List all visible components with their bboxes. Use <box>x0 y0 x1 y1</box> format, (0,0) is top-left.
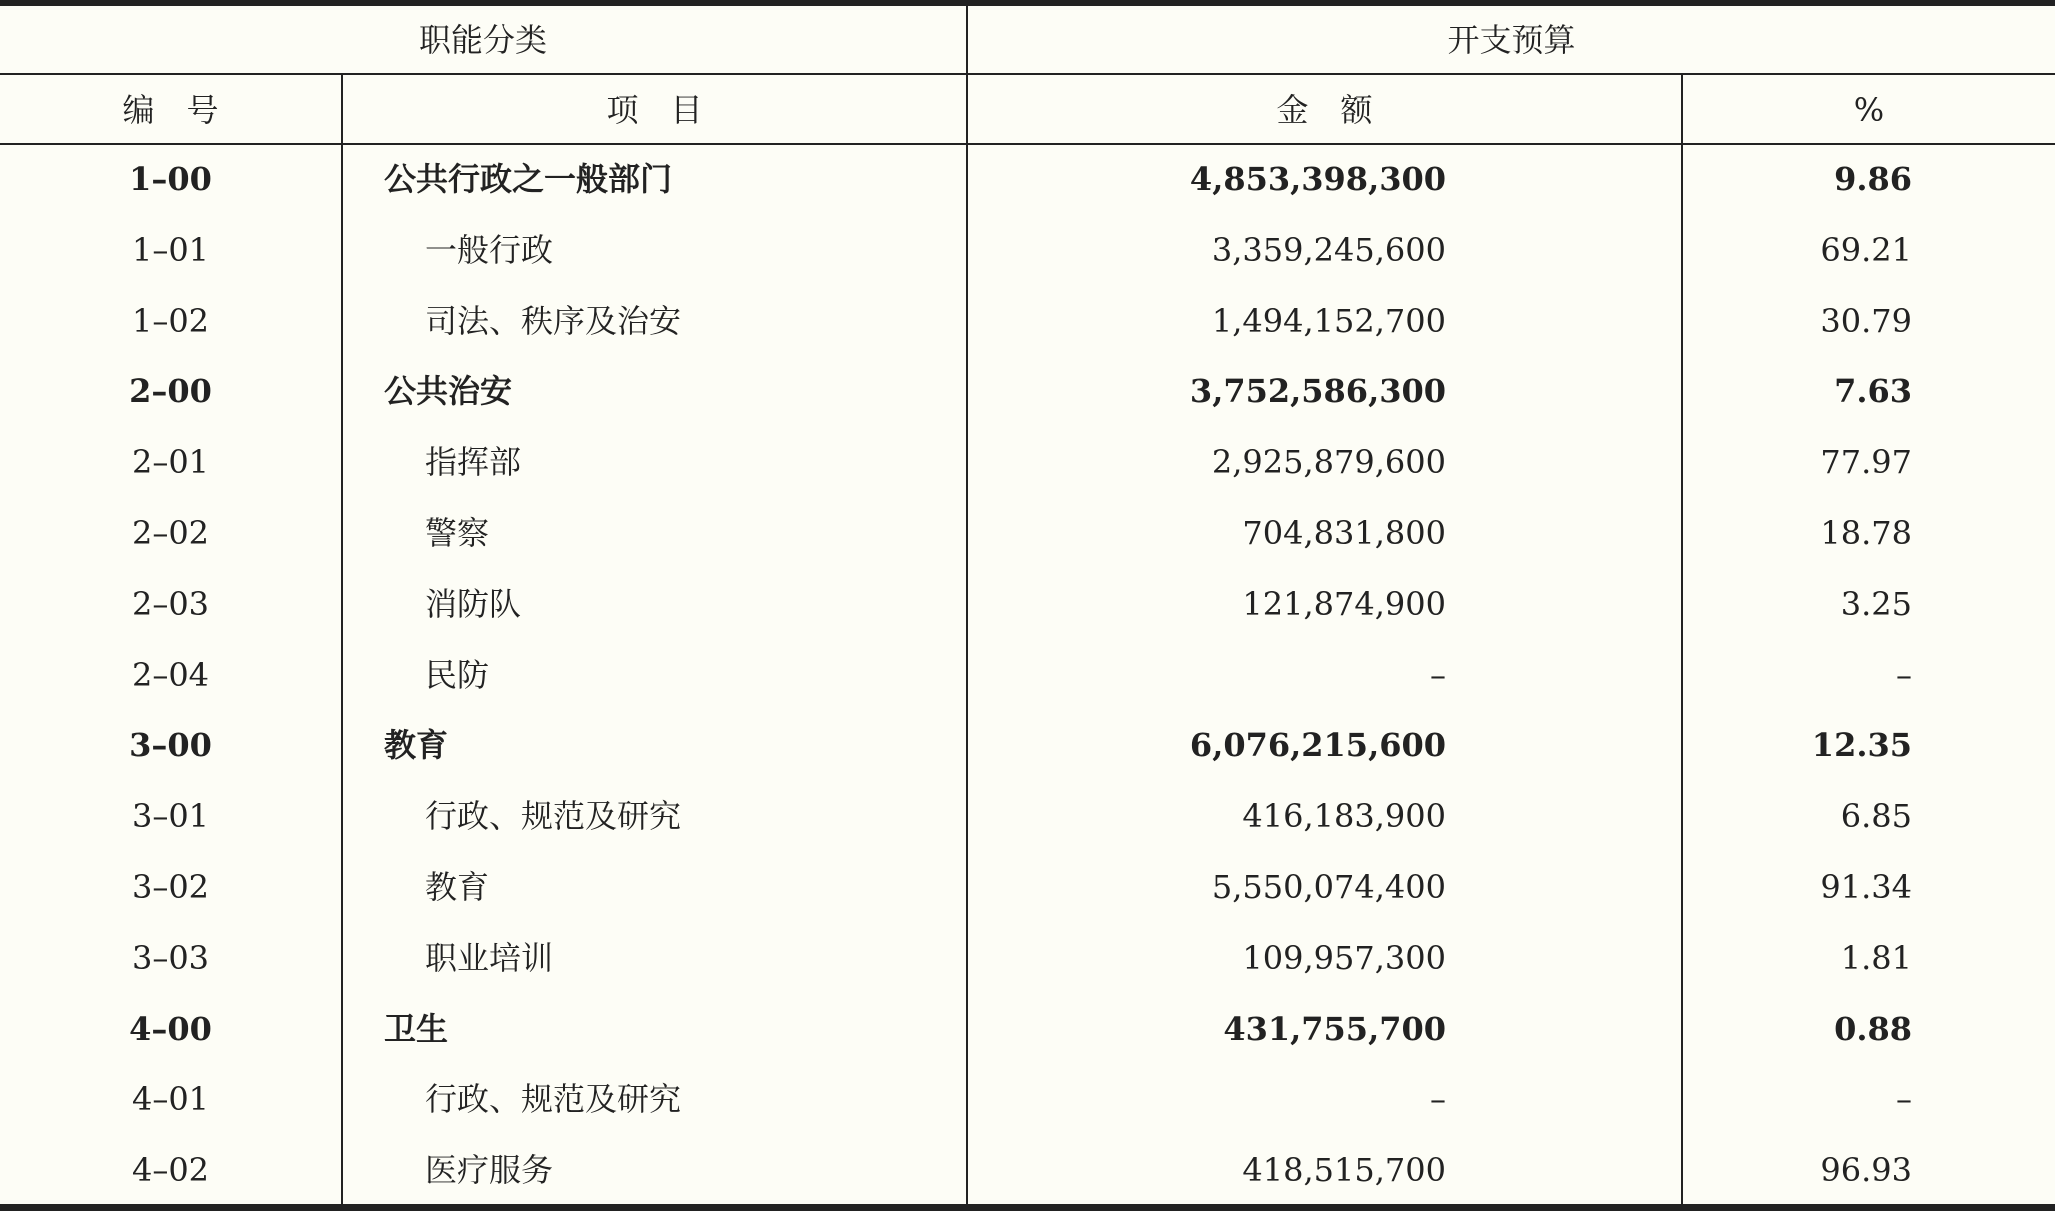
row-item: 教育 <box>425 868 490 906</box>
row-percent: 3.25 <box>1840 585 1912 623</box>
row-code: 4–00 <box>129 1010 212 1048</box>
top-rule <box>0 0 2055 6</box>
row-amount: 2,925,879,600 <box>1211 443 1446 481</box>
row-code: 1–02 <box>131 302 210 340</box>
row-code: 3–03 <box>131 939 210 977</box>
row-percent: 9.86 <box>1834 160 1912 198</box>
row-amount: 3,752,586,300 <box>1189 372 1446 410</box>
row-amount: 121,874,900 <box>1242 585 1446 623</box>
row-item: 教育 <box>384 726 449 764</box>
row-code: 2–01 <box>131 443 210 481</box>
row-percent: 12.35 <box>1811 726 1912 764</box>
row-item: 消防队 <box>425 585 522 623</box>
row-amount: 5,550,074,400 <box>1211 868 1446 906</box>
row-item: 卫生 <box>384 1010 449 1048</box>
row-amount: 431,755,700 <box>1223 1010 1446 1048</box>
row-item: 司法、秩序及治安 <box>425 302 682 340</box>
row-item: 指挥部 <box>425 443 522 481</box>
divider-code-item <box>341 75 343 1204</box>
row-amount: – <box>1430 1080 1446 1118</box>
row-amount: 6,076,215,600 <box>1189 726 1446 764</box>
expenditure-budget-header: 开支预算 <box>1447 21 1576 59</box>
row-item: 职业培训 <box>425 939 554 977</box>
row-code: 2–03 <box>131 585 210 623</box>
item-column-header: 项 目 <box>606 91 703 129</box>
row-code: 2–04 <box>131 656 210 694</box>
percent-column-header: % <box>1853 91 1885 129</box>
row-code: 4–01 <box>131 1080 210 1118</box>
row-amount: 109,957,300 <box>1242 939 1446 977</box>
code-column-header: 编 号 <box>122 91 219 129</box>
row-code: 3–01 <box>131 797 210 835</box>
row-percent: 91.34 <box>1820 868 1912 906</box>
row-amount: 4,853,398,300 <box>1189 160 1446 198</box>
row-percent: 0.88 <box>1834 1010 1912 1048</box>
row-amount: – <box>1430 656 1446 694</box>
row-percent: 18.78 <box>1820 514 1912 552</box>
group-header-rule <box>0 73 2055 75</box>
row-code: 1–00 <box>129 160 212 198</box>
row-amount: 704,831,800 <box>1242 514 1446 552</box>
row-percent: 30.79 <box>1820 302 1912 340</box>
row-item: 公共行政之一般部门 <box>384 160 673 198</box>
row-item: 公共治安 <box>384 372 513 410</box>
row-code: 1–01 <box>131 231 210 269</box>
row-item: 民防 <box>425 656 490 694</box>
bottom-rule <box>0 1204 2055 1211</box>
row-amount: 418,515,700 <box>1242 1151 1446 1189</box>
row-amount: 3,359,245,600 <box>1211 231 1446 269</box>
functional-classification-header: 职能分类 <box>418 21 547 59</box>
row-code: 4–02 <box>131 1151 210 1189</box>
row-item: 行政、规范及研究 <box>425 1080 682 1118</box>
row-item: 警察 <box>425 514 490 552</box>
column-header-rule <box>0 143 2055 145</box>
row-item: 行政、规范及研究 <box>425 797 682 835</box>
row-percent: 96.93 <box>1820 1151 1912 1189</box>
row-code: 2–00 <box>129 372 212 410</box>
row-percent: 1.81 <box>1840 939 1912 977</box>
row-percent: 7.63 <box>1834 372 1912 410</box>
row-percent: 69.21 <box>1820 231 1912 269</box>
row-percent: – <box>1896 656 1912 694</box>
row-percent: – <box>1896 1080 1912 1118</box>
row-amount: 416,183,900 <box>1242 797 1446 835</box>
row-item: 一般行政 <box>425 231 554 269</box>
row-item: 医疗服务 <box>425 1151 554 1189</box>
amount-column-header: 金 额 <box>1276 91 1373 129</box>
row-code: 2–02 <box>131 514 210 552</box>
row-code: 3–00 <box>129 726 212 764</box>
row-percent: 6.85 <box>1840 797 1912 835</box>
row-code: 3–02 <box>131 868 210 906</box>
row-amount: 1,494,152,700 <box>1211 302 1446 340</box>
row-percent: 77.97 <box>1820 443 1912 481</box>
